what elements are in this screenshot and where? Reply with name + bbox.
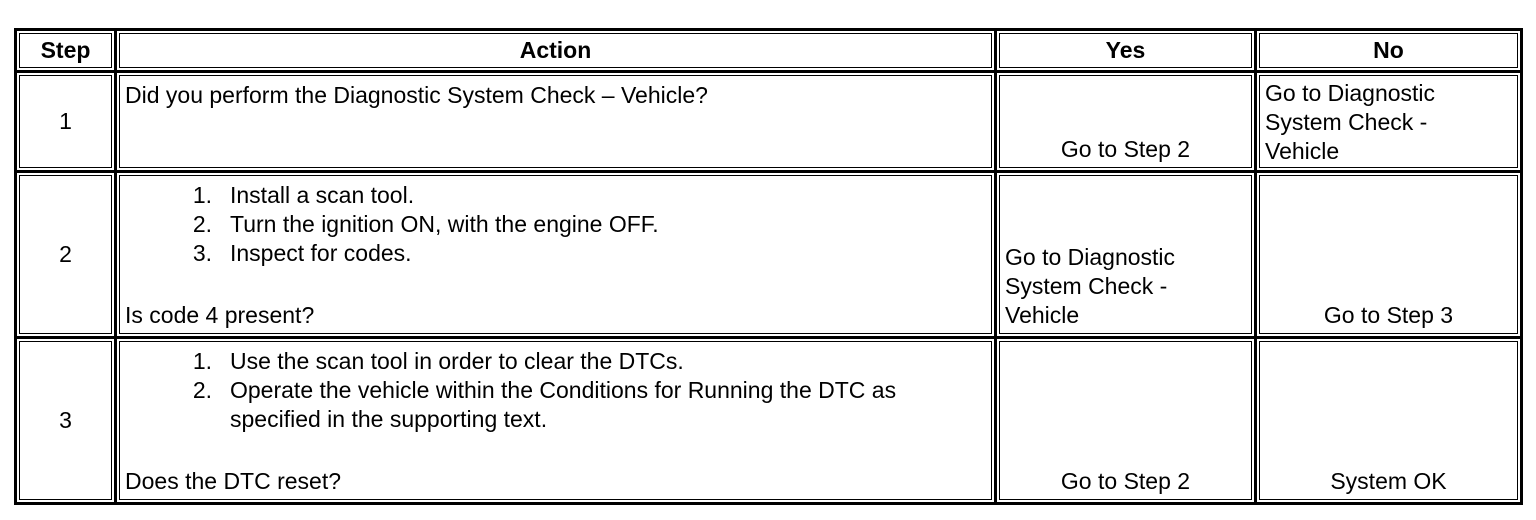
action-question: Does the DTC reset? [125, 468, 342, 494]
step-number: 3 [16, 338, 116, 504]
diagnostic-table [14, 28, 1523, 505]
no-result: System OK [1330, 468, 1447, 494]
procedure-list [125, 181, 986, 268]
action-cell [116, 172, 996, 338]
procedure-text: Install a scan tool. [230, 182, 415, 208]
no-result-line: Vehicle [1265, 138, 1340, 164]
yes-cell [996, 338, 1256, 504]
procedure-list [125, 347, 986, 434]
procedure-item [125, 239, 986, 268]
procedure-number: 2. [192, 377, 212, 403]
yes-result: Go to Step 2 [1060, 468, 1191, 494]
procedure-item [125, 210, 986, 239]
header-yes: Yes [996, 30, 1256, 72]
header-step: Step [16, 30, 116, 72]
procedure-text: Use the scan tool in order to clear the DTCs. [230, 348, 684, 374]
table-row [16, 338, 1522, 504]
procedure-item [125, 181, 986, 210]
yes-result-line: System Check - [1005, 273, 1168, 299]
yes-result-line: Go to Diagnostic [1005, 244, 1176, 270]
table-row [16, 172, 1522, 338]
action-question: Did you perform the Diagnostic System Check – Vehicle? [125, 82, 708, 108]
no-cell [1256, 172, 1522, 338]
action-question: Is code 4 present? [125, 302, 315, 328]
procedure-item [125, 347, 986, 376]
header-no: No [1256, 30, 1522, 72]
no-result: Go to Step 3 [1323, 302, 1454, 328]
procedure-number: 2. [192, 211, 212, 237]
no-result [1265, 79, 1512, 166]
yes-result [1005, 243, 1246, 330]
no-result-line: System Check - [1265, 109, 1428, 135]
action-cell [116, 72, 996, 172]
yes-cell [996, 72, 1256, 172]
yes-result: Go to Step 2 [1060, 136, 1191, 162]
procedure-text: Operate the vehicle within the Conditions for Running the DTC as specified in the supporting text. [230, 377, 897, 432]
no-result-line: Go to Diagnostic [1265, 80, 1436, 106]
header-row [16, 30, 1522, 72]
no-cell [1256, 338, 1522, 504]
no-cell [1256, 72, 1522, 172]
procedure-text: Turn the ignition ON, with the engine OFF. [230, 211, 659, 237]
step-number: 1 [16, 72, 116, 172]
action-cell [116, 338, 996, 504]
yes-result-line: Vehicle [1005, 302, 1080, 328]
procedure-number: 1. [192, 348, 212, 374]
procedure-text: Inspect for codes. [230, 240, 412, 266]
table-row [16, 72, 1522, 172]
procedure-number: 1. [192, 182, 212, 208]
step-number: 2 [16, 172, 116, 338]
yes-cell [996, 172, 1256, 338]
procedure-item [125, 376, 986, 434]
procedure-number: 3. [192, 240, 212, 266]
diagnostic-table-page [14, 28, 1520, 505]
header-action: Action [116, 30, 996, 72]
